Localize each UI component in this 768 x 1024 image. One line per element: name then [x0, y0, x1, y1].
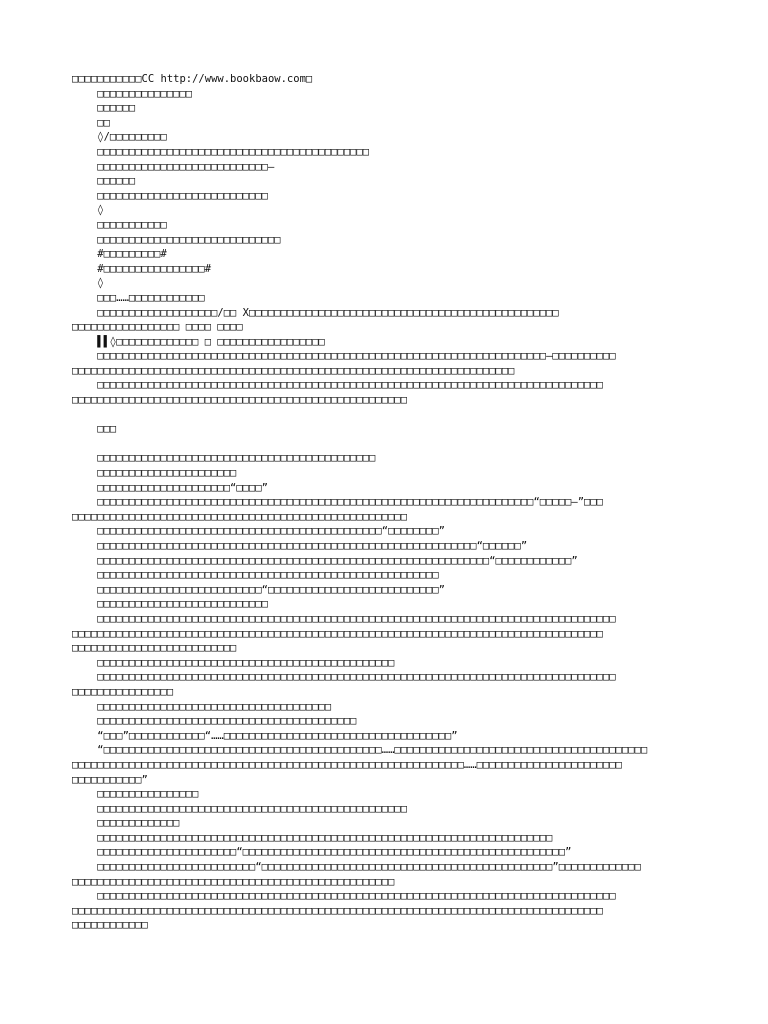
text-line: □□□□□□□□□□□□□ [72, 817, 180, 830]
text-line [72, 437, 700, 452]
text-line: □□□□□□□□□□□□□□□□□□□□□□□□□□□□□□□□□□□□□□□□□□□□□□□□□□□□□□□□□□□□□□□□□□□□□□□□□□□□□□□□□□ [72, 671, 616, 684]
text-line: □□□□□□□□□□□□□□□□ [72, 788, 199, 801]
text-line: □□□□□□□□□□□□□□□□□□□□□□□□□“□□□□□□□□□□□□□□□□□□□□□□□□□□□□□□□□□□□□□□□□□□□□□□”□□□□□□□□□□□□□ [72, 861, 641, 874]
text-line: □□□□□□□□□□□□□□□□□□□□□□□□□□□ [72, 598, 268, 611]
text-line: #□□□□□□□□□□□□□□□□# [72, 262, 212, 275]
text-line: □□□□□□□□□□□□□□□□□□□□□□□□□□□□□□□□□□□□□□□□□□□□□□□□□□□□□□□□□□□□□□……□□□□□□□□□□□□□□□□□□□□□□□ [72, 758, 622, 771]
text-line: □□□□□□□□□□□□□□□□□□□□□□□□□□□□□□□□□□□□□□□□□□□□□□□□□□□□□□□□□□□□□□□□□□□□□□□□□□□□□□□□□□□□ [72, 627, 604, 640]
text-line: □□□□□□□□□□□□□□□□□□□/□□ X□□□□□□□□□□□□□□□□□□□□□□□□□□□□□□□□□□□□□□□□□□□□□□□□□ [72, 306, 559, 319]
text-line: □□□□□□□□□□□□□□□□□□□□□□□□□□□□□□□□□□□□□ [72, 700, 332, 713]
text-line: “□□□□□□□□□□□□□□□□□□□□□□□□□□□□□□□□□□□□□□□□□□□□……□□□□□□□□□□□□□□□□□□□□□□□□□□□□□□□□□□□□□□□□ [72, 744, 648, 757]
text-line: ◊ [72, 204, 104, 217]
text-line: □□□□□□□□□□□□□□□□□□□□□□□□□□□— [72, 160, 275, 173]
text-line: ◊/□□□□□□□□□ [72, 131, 167, 144]
text-line: □□□……□□□□□□□□□□□□ [72, 291, 205, 304]
text-line: □□□□□□□□□□□□□□□□□□□□□□□□□□□□□□□□□□□□□□□□□□□□□□□ [72, 656, 395, 669]
text-line: ▌▌◊□□□□□□□□□□□□□ □ □□□□□□□□□□□□□□□□□ [72, 335, 325, 348]
text-line: □□□□□□ [72, 175, 136, 188]
text-line: □□□□□□□□□□□□□□□□□□□□□□□□□□□□□□□□□□□□□□□□□□□□□□□□□□□□□□□□□□□□□□□□□□□□□□□□□□□□□□□□□□ [72, 612, 616, 625]
text-line: □□□□□□□□□□□□□□□□□□□□□□□□□□□□□□□□□□□□□□□□□□□□□□□□□□□□□ [72, 510, 408, 523]
text-line: □□□□□□□□□□□□□□□□□□□□□□□□□□□□□□□□□□□□□□□□□ [72, 715, 357, 728]
text-line: □□□□□□□□□□□□□□□□□□□□□“□□□□” [72, 481, 268, 494]
text-line: □□□□□□□□□□□□□□□□□□□□□□□□□□□□□□□□□□□□□□□□□□□ [72, 145, 370, 158]
text-line: □□□□□□□□□□□□□□□□□□□□□□□□□□ [72, 642, 237, 655]
text-line: ◊ [72, 277, 104, 290]
text-line: □□□□□□□□□□□□ [72, 919, 148, 932]
text-line: □□□□□□□□□□□□□□□ [72, 87, 193, 100]
text-line: □□□□□□□□□□□□□□□□□□□□□□□□□□□□□□□□□□□□□□□□□□□□□□□□□□□□□□ [72, 569, 439, 582]
text-line: □□□□□□□□□□□□□□□□□□□□□□□□□□□□□□□□□□□□□□□□□□□□□□□□□□□□□□□□□□□□“□□□□□□” [72, 540, 528, 552]
text-line: □□□□□□□□□□□□□□□□□□□□□□□□□□□□□□□□□□□□□□□□□□□□□□□□□□□□□ [72, 394, 408, 407]
text-line: □□□□□□□□□□□” [72, 773, 148, 786]
text-line: □□□□□□□□□□□□□□□□□ □□□□ □□□□ [72, 321, 243, 334]
text-line: □□□□□□□□□□□□□□□□□□□□□□□□□□“□□□□□□□□□□□□□□□□□□□□□□□□□□□” [72, 583, 445, 596]
text-line: □□□ [72, 423, 117, 436]
document-header-line: □□□□□□□□□□□CC http://www.bookbaow.com□ [72, 73, 313, 85]
text-line: □□□□□□□□□□□□□□□□□□□□□□□□□□□□□□□□□□□□□□□□□□□□□□□□□□□□□□□□□□□□□□□□□□□□□□□□□□□□□□□□□□ [72, 890, 616, 903]
text-line: □□□□□□□□□□□□□□□□□□□□□□□□□□□□□□□□□□□□□□□□□□□□□□□□□□□□□□□□□□□□□□□□□□□□□□ [72, 364, 515, 377]
document-text [72, 72, 700, 933]
text-line: □□□□□□□□□□□□□□□□□□□□□□□□□□□ [72, 189, 268, 202]
text-line: □□□□□□□□□□□□□□□□□□□□□□□□□□□□□□□□□□□□□□□□□□□□□□□□□□□□□□□□□□□□□□□□□□□□□□□□□□□□□□□□ [72, 379, 604, 392]
text-line: □□□□□□□□□□□□□□□□□□□□□□“□□□□□□□□□□□□□□□□□□□□□□□□□□□□□□□□□□□□□□□□□□□□□□□□□□□” [72, 846, 572, 859]
text-line: □□□□□□ [72, 102, 136, 115]
text-line: □□□□□□□□□□□□□□□□□□□□□□□□□□□□□ [72, 233, 281, 246]
text-line: □□□□□□□□□□□□□□□□□□□□□□ [72, 467, 237, 480]
text-line: □□□□□□□□□□□□□□□□□□□□□□□□□□□□□□□□□□□□□□□□□□□□□□□□□ [72, 802, 408, 815]
text-line: □□□□□□□□□□□□□□□□ [72, 685, 174, 698]
text-line: □□□□□□□□□□□□□□□□□□□□□□□□□□□□□□□□□□□□□□□□□□□□□□□□□□□□□□□□□□□□□□□□□□□□□“□□□□□—”□□□ [72, 496, 604, 509]
text-line: □□□□□□□□□□□□□□□□□□□□□□□□□□□□□□□□□□□□□□□□□□□□□□□□□□□ [72, 875, 395, 888]
text-line: □□□□□□□□□□□ [72, 218, 167, 231]
text-line: □□□□□□□□□□□□□□□□□□□□□□□□□□□□□□□□□□□□□□□□□□□□ [72, 452, 376, 465]
text-line: “□□□”□□□□□□□□□□□□“……□□□□□□□□□□□□□□□□□□□□□□□□□□□□□□□□□□□□” [72, 729, 458, 742]
text-line: □□□□□□□□□□□□□□□□□□□□□□□□□□□□□□□□□□□□□□□□□□□□□□□□□□□□□□□□□□□□□□□□□□□□□□□—□□□□□□□□□□ [72, 350, 616, 363]
text-line [72, 408, 700, 423]
text-line: □□ [72, 116, 110, 129]
text-line: □□□□□□□□□□□□□□□□□□□□□□□□□□□□□□□□□□□□□□□□□□□□□□□□□□□□□□□□□□□□□□□□□□□□□□□□ [72, 831, 553, 844]
text-line: □□□□□□□□□□□□□□□□□□□□□□□□□□□□□□□□□□□□□□□□□□□□□“□□□□□□□□” [72, 525, 445, 538]
text-line: □□□□□□□□□□□□□□□□□□□□□□□□□□□□□□□□□□□□□□□□□□□□□□□□□□□□□□□□□□□□□□“□□□□□□□□□□□□” [72, 554, 578, 567]
text-line: #□□□□□□□□□# [72, 248, 167, 261]
text-line: □□□□□□□□□□□□□□□□□□□□□□□□□□□□□□□□□□□□□□□□□□□□□□□□□□□□□□□□□□□□□□□□□□□□□□□□□□□□□□□□□□□□ [72, 904, 604, 917]
